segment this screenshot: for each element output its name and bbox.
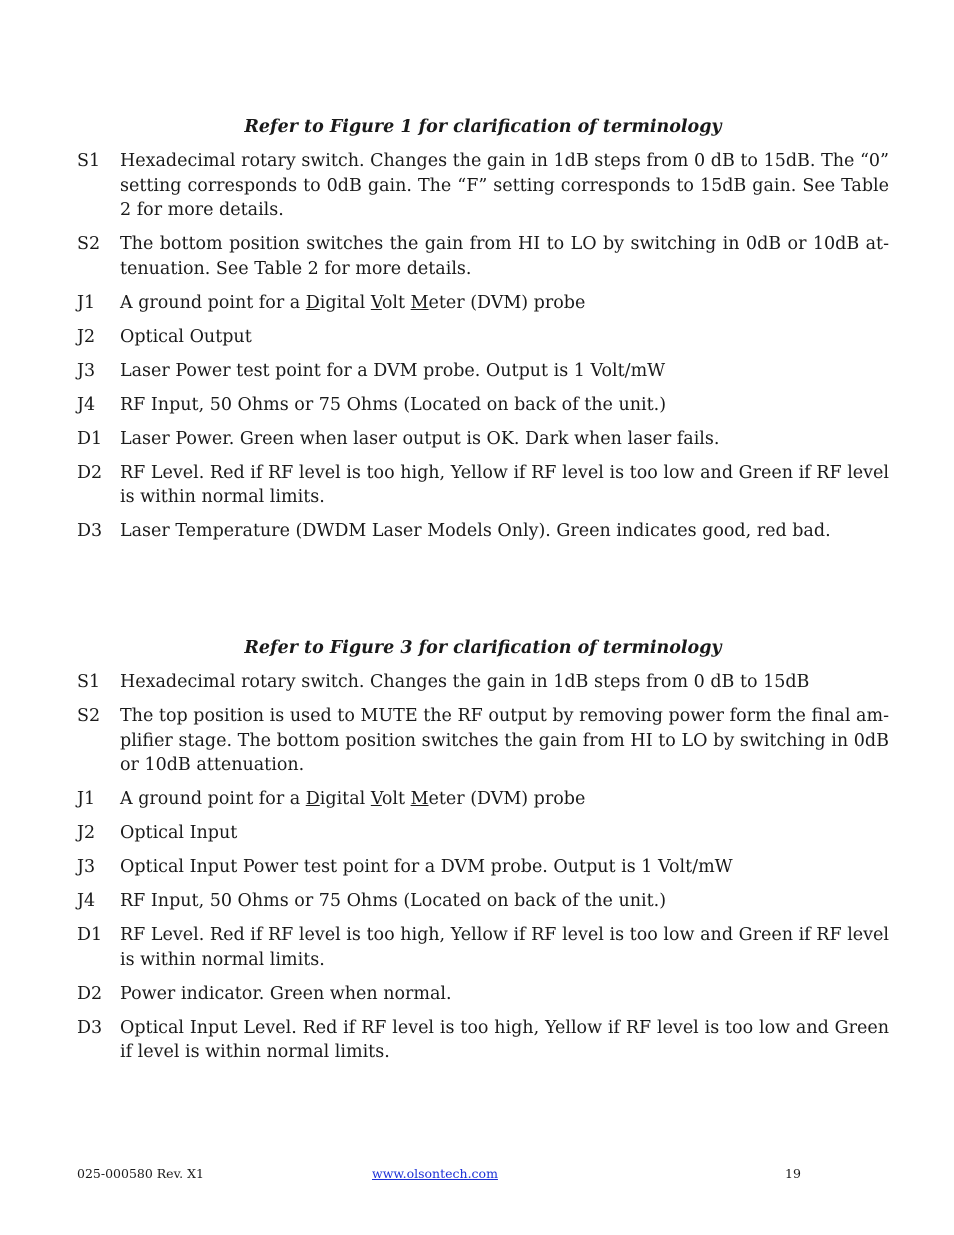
term-description: Laser Power. Green when laser output is OK. Dark when laser fails. [120, 428, 720, 449]
term-code: S1 [77, 151, 101, 171]
term-item [77, 393, 889, 418]
term-code: J4 [77, 394, 96, 415]
term-description: RF Input, 50 Ohms or 75 Ohms (Located on back of the unit.) [120, 394, 667, 415]
term-item [77, 855, 889, 880]
term-code: J3 [77, 857, 96, 877]
term-code: S2 [77, 234, 101, 254]
term-item [77, 232, 889, 281]
term-description: Power indicator. Green when normal. [120, 983, 452, 1004]
term-description: Optical Input Level. Red if RF level is too high, Yellow if RF level is too low and Green if level is within normal limits. [120, 1017, 889, 1062]
term-description: Optical Input [120, 823, 238, 843]
term-description: Laser Power test point for a DVM probe. Output is 1 Volt/mW [120, 360, 666, 381]
term-item [77, 461, 889, 510]
footer-page-number: 19 [785, 1166, 801, 1181]
term-description: Laser Temperature (DWDM Laser Models Only). Green indicates good, red bad. [120, 521, 831, 541]
term-item [77, 821, 889, 846]
term-description: Optical Output [120, 326, 252, 347]
term-description: Hexadecimal rotary switch. Changes the gain in 1dB steps from 0 dB to 15dB [120, 672, 810, 692]
term-code: D2 [77, 462, 103, 483]
terminology-section-figure-1 [77, 115, 889, 553]
term-description: A ground point for a Digital Volt Meter (DVM) probe [120, 789, 586, 809]
term-item [77, 1016, 889, 1065]
term-description: RF Level. Red if RF level is too high, Yellow if RF level is too low and Green if RF level is within normal limits. [120, 462, 889, 507]
section-heading: Refer to Figure 3 for clarification of terminology [244, 638, 722, 658]
term-item [77, 519, 889, 544]
term-code: J4 [77, 891, 96, 911]
term-item [77, 923, 889, 972]
term-item [77, 427, 889, 452]
term-description: A ground point for a Digital Volt Meter (DVM) probe [120, 292, 586, 313]
footer-doc-number: 025-000580 Rev. X1 [77, 1166, 204, 1181]
term-description: Optical Input Power test point for a DVM probe. Output is 1 Volt/mW [120, 857, 733, 877]
term-code: J1 [77, 292, 96, 313]
term-code: S1 [77, 672, 101, 692]
term-code: D1 [77, 428, 103, 449]
term-item [77, 889, 889, 914]
term-item [77, 670, 889, 695]
term-description: The top position is used to MUTE the RF output by removing power form the final am-plifier stage. The bottom position switches the gain from HI to LO by switching in 0dB or 10dB attenuation. [120, 706, 889, 775]
term-code: J1 [77, 789, 96, 809]
term-description: RF Level. Red if RF level is too high, Yellow if RF level is too low and Green if RF level is within normal limits. [120, 925, 889, 970]
term-item [77, 149, 889, 223]
term-item [77, 359, 889, 384]
term-code: D3 [77, 1017, 103, 1038]
term-code: D1 [77, 925, 103, 945]
term-code: J3 [77, 360, 96, 381]
terminology-section-figure-3 [77, 636, 889, 1074]
section-heading: Refer to Figure 1 for clarification of terminology [244, 117, 722, 137]
term-description: RF Input, 50 Ohms or 75 Ohms (Located on back of the unit.) [120, 891, 667, 911]
term-code: D2 [77, 983, 103, 1004]
term-code: S2 [77, 706, 101, 726]
term-item [77, 704, 889, 778]
term-code: J2 [77, 823, 96, 843]
term-code: J2 [77, 326, 96, 347]
term-code: D3 [77, 521, 103, 541]
term-item [77, 787, 889, 812]
footer-website-link[interactable]: www.olsontech.com [372, 1166, 498, 1181]
term-item [77, 325, 889, 350]
term-item [77, 291, 889, 316]
term-description: The bottom position switches the gain from HI to LO by switching in 0dB or 10dB at-tenuation. See Table 2 for more details. [120, 234, 889, 279]
term-item [77, 982, 889, 1007]
term-description: Hexadecimal rotary switch. Changes the gain in 1dB steps from 0 dB to 15dB. The “0” setting corresponds to 0dB gain. The “F” setting corresponds to 15dB gain. See Table 2 for more details. [120, 151, 889, 220]
